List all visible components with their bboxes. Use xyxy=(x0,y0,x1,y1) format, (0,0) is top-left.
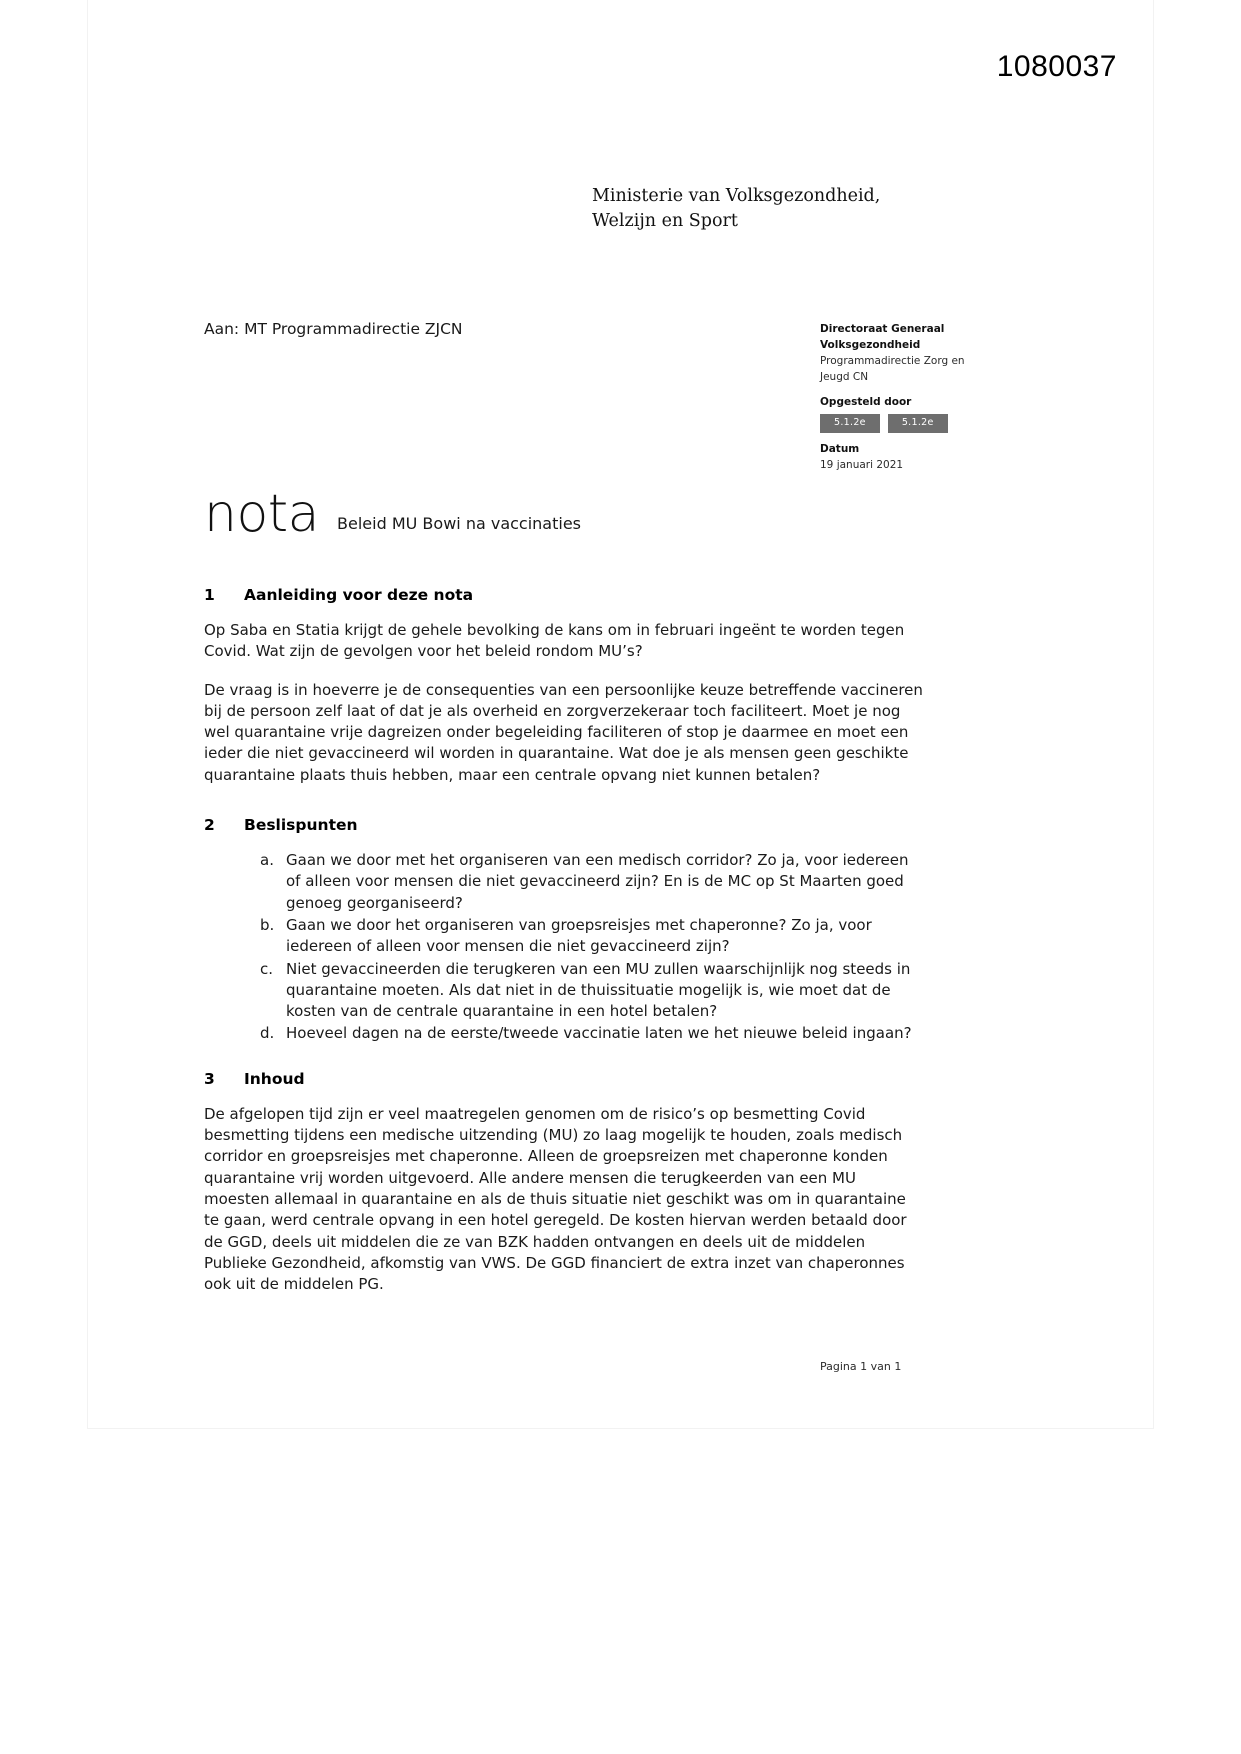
page-subtitle: Beleid MU Bowi na vaccinaties xyxy=(337,514,581,533)
section-1-paragraph-1: Op Saba en Statia krijgt de gehele bevolking de kans om in februari ingeënt te worden tegen Covid. Wat zijn de gevolgen voor het beleid rondom MU’s? xyxy=(204,621,905,661)
list-item xyxy=(260,1023,924,1044)
author-label: Opgesteld door xyxy=(820,395,912,408)
date-label: Datum xyxy=(820,443,860,456)
redaction-badges xyxy=(820,414,1010,433)
list-marker-b: b. xyxy=(260,915,275,934)
ministry-header xyxy=(592,184,880,234)
list-text-c: Niet gevaccineerden die terugkeren van een MU zullen waarschijnlijk nog steeds in quarantaine moeten. Als dat niet in de thuissituatie mogelijk is, wie moet dat de kosten van de centrale quarantaine in een hotel betalen? xyxy=(286,959,911,1021)
page-title: nota xyxy=(204,484,320,544)
document-body xyxy=(204,586,924,1312)
section-1-heading xyxy=(204,586,924,604)
directorate-group xyxy=(820,322,1010,386)
directorate-label-line-1: Directoraat Generaal xyxy=(820,323,945,335)
section-3 xyxy=(204,1070,924,1296)
directorate-label-line-2: Volksgezondheid xyxy=(820,338,921,351)
section-1-title: Aanleiding voor deze nota xyxy=(244,586,474,604)
section-2-heading xyxy=(204,816,924,834)
list-item xyxy=(260,850,924,914)
redaction-badge-1: 5.1.2e xyxy=(820,414,880,433)
author-group xyxy=(820,395,1010,433)
list-marker-c: c. xyxy=(260,959,274,978)
section-2-number: 2 xyxy=(204,816,215,835)
list-text-a: Gaan we door met het organiseren van een medisch corridor? Zo ja, voor iedereen of alleen voor mensen die niet gevaccineerd zijn? En is de MC op St Maarten goed genoeg georganiseerd? xyxy=(286,851,909,912)
metadata-sidebar xyxy=(820,322,1010,483)
date-group xyxy=(820,442,1010,474)
directorate-sub-line-1: Programmadirectie Zorg en xyxy=(820,354,965,367)
ministry-line-2: Welzijn en Sport xyxy=(592,210,738,231)
list-text-b: Gaan we door het organiseren van groepsreisjes met chaperonne? Zo ja, voor iedereen of alleen voor mensen die niet gevaccineerd zijn? xyxy=(286,915,872,956)
decision-points-list xyxy=(204,850,924,1045)
list-item xyxy=(260,915,924,958)
ministry-line-1: Ministerie van Volksgezondheid, xyxy=(592,186,881,206)
page-footer: Pagina 1 van 1 xyxy=(820,1360,902,1373)
spacer xyxy=(204,1057,924,1070)
section-3-heading xyxy=(204,1070,924,1088)
section-3-paragraph-1: De afgelopen tijd zijn er veel maatregelen genomen om de risico’s op besmetting Covid besmetting tijdens een medische uitzending (MU) zo laag mogelijk te houden, zoals medisch corridor en groepsreisjes met chaperonne. Alleen de groepsreizen met chaperonne konden quarantaine vrij worden uitgevoerd. Alle andere mensen die terugkeerden van een MU moesten allemaal in quarantaine en als de thuis situatie niet geschikt was om in quarantaine te gaan, werd centrale opvang in een hotel geregeld. De kosten hiervan werden betaald door de GGD, deels uit middelen die ze van BZK hadden ontvangen en deels uit de middelen Publieke Gezondheid, afkomstig van VWS. De GGD financiert de extra inzet van chaperonnes ook uit de middelen PG. xyxy=(204,1104,907,1294)
list-marker-a: a. xyxy=(260,851,274,870)
redaction-badge-2: 5.1.2e xyxy=(888,414,948,433)
title-block xyxy=(204,484,581,544)
section-1-number: 1 xyxy=(204,586,215,604)
list-marker-d: d. xyxy=(260,1024,275,1043)
section-1 xyxy=(204,586,924,786)
section-3-title: Inhoud xyxy=(244,1069,305,1088)
section-2 xyxy=(204,816,924,1045)
section-1-paragraph-2: De vraag is in hoeverre je de consequenties van een persoonlijke keuze betreffende vaccineren bij de persoon zelf laat of dat je als overheid en zorgverzekeraar toch faciliteert. Moet je nog wel quarantaine vrije dagreizen onder begeleiding faciliteren of stop je daarmee en moet een ieder die niet gevaccineerd wil worden in quarantaine. Wat doe je als mensen geen geschikte quarantaine plaats thuis hebben, maar een centrale opvang niet kunnen betalen? xyxy=(204,680,923,784)
spacer xyxy=(204,803,924,816)
section-2-title: Beslispunten xyxy=(244,816,358,835)
document-number: 1080037 xyxy=(996,50,1117,83)
directorate-sub-line-2: Jeugd CN xyxy=(820,370,869,383)
addressee-line: Aan: MT Programmadirectie ZJCN xyxy=(204,320,463,338)
section-3-number: 3 xyxy=(204,1069,215,1088)
list-text-d: Hoeveel dagen na de eerste/tweede vaccinatie laten we het nieuwe beleid ingaan? xyxy=(286,1024,912,1043)
date-value: 19 januari 2021 xyxy=(820,459,904,472)
document-page xyxy=(88,0,1153,1428)
list-item xyxy=(260,959,924,1023)
